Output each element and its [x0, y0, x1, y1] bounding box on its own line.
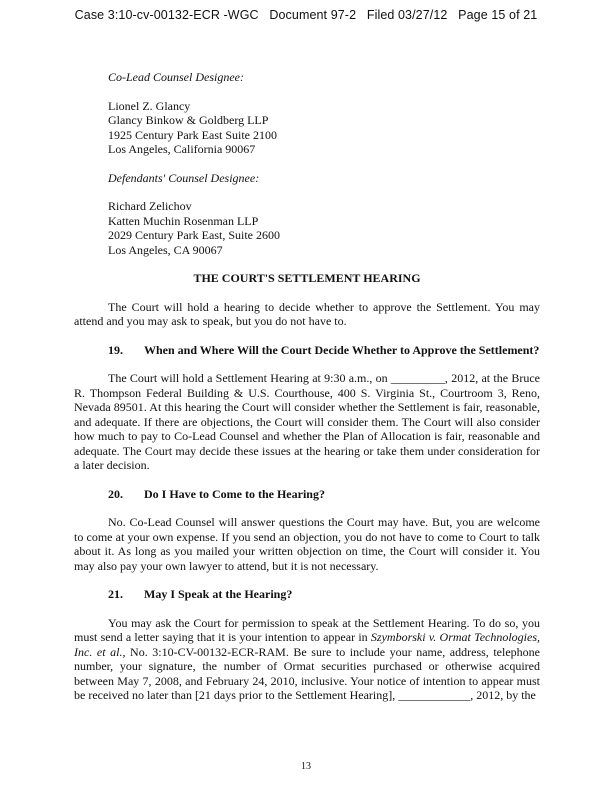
address-block-co-lead [108, 99, 540, 157]
question-number: 20. [108, 486, 123, 501]
address-line: Los Angeles, CA 90067 [108, 242, 223, 257]
designee-label-defendants: Defendants' Counsel Designee: [108, 170, 260, 185]
question-heading-21 [108, 587, 540, 602]
court-filing-stamp: Case 3:10-cv-00132-ECR -WGC Document 97-2 Filed 03/27/12 Page 15 of 21 [74, 8, 538, 22]
address-line: Glancy Binkow & Goldberg LLP [108, 113, 269, 127]
question-title: When and Where Will the Court Decide Whether to Approve the Settlement? [144, 342, 540, 357]
intro-paragraph: The Court will hold a hearing to decide whether to approve the Settlement. You may attend and you may ask to speak, but you do not have to. [74, 299, 540, 328]
question-number: 19. [108, 342, 123, 357]
address-line: Katten Muchin Rosenman LLP [108, 213, 259, 228]
address-line: Los Angeles, California 90067 [108, 142, 256, 156]
address-line: 1925 Century Park East Suite 2100 [108, 127, 277, 142]
section-heading: THE COURT'S SETTLEMENT HEARING [193, 271, 421, 285]
address-line: 2029 Century Park East, Suite 2600 [108, 228, 280, 242]
page-number: 13 [301, 761, 311, 772]
address-line: Richard Zelichov [108, 199, 192, 213]
address-line: Lionel Z. Glancy [108, 98, 191, 113]
body-text: , No. 3:10-CV-00132-ECR-RAM. Be sure to include your name, address, telephone number, your signature, the number of Ormat securities purchased or otherwise acquired between May 7, 2008, and February 24, 2010, inclusive. Your notice of intention to appear must be received no later than [21 days prior to the Settlement Hearing], ____________, 2012, by the [74, 644, 540, 702]
designee-label-co-lead: Co-Lead Counsel Designee: [108, 70, 244, 84]
question-body-19: The Court will hold a Settlement Hearing at 9:30 a.m., on _________, 2012, at the Bruce R. Thompson Federal Building & U.S. Courthouse, 400 S. Virginia St., Courtroom 3, Reno, Nevada 89501. At this hearing the Court will consider whether the Settlement is fair, reasonable, and adequate. If there are objections, the Court will consider them. The Court will also consider how much to pay to Co-Lead Counsel and whether the Plan of Allocation is fair, reasonable and adequate. The Court may decide these issues at the hearing or take them under consideration for a later decision. [74, 371, 540, 472]
question-body-20: No. Co-Lead Counsel will answer questions the Court may have. But, you are welcome to come at your own expense. If you send an objection, you do not have to come to Court to talk about it. As long as you mailed your written objection on time, the Court will consider it. You may also pay your own lawyer to attend, but it is not necessary. [74, 515, 540, 573]
question-body-21 [74, 616, 540, 703]
question-number: 21. [108, 587, 123, 601]
question-title: May I Speak at the Hearing? [144, 587, 293, 601]
case-name: Szymborski v. Ormat Technologies, Inc. et al. [74, 630, 541, 659]
address-block-defendants [108, 199, 540, 257]
body-text: You may ask the Court for permission to speak at the Settlement Hearing. To do so, you must send a letter saying that it is your intention to appear in [74, 615, 540, 644]
question-heading-20 [108, 487, 540, 502]
document-body [74, 70, 540, 717]
question-heading-19 [108, 343, 540, 358]
question-title: Do I Have to Come to the Hearing? [144, 486, 325, 501]
